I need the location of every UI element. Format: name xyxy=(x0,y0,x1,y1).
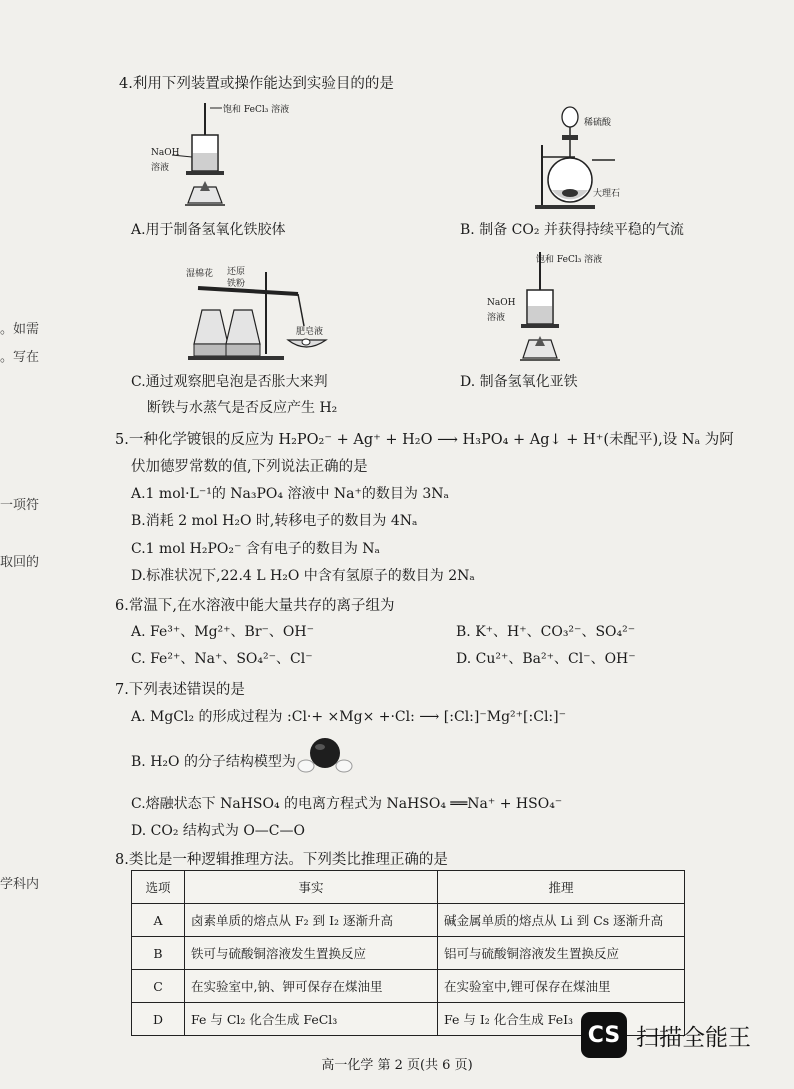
q4-option-c-line2: 断铁与水蒸气是否反应产生 H₂ xyxy=(147,400,338,416)
row-fact: Fe 与 Cl₂ 化合生成 FeCl₃ xyxy=(185,1003,438,1036)
q7-option-a: A. MgCl₂ 的形成过程为 :Cl·+ ×Mg× +·Cl: ⟶ [:Cl:]⁻Mg²⁺[:Cl:]⁻ xyxy=(131,709,566,725)
q4-option-c-line1: C.通过观察肥皂泡是否胀大来判 xyxy=(131,374,328,390)
label-marble: 大理石 xyxy=(593,189,621,199)
camscanner-watermark: 扫描全能王 xyxy=(636,1025,751,1051)
q5-stem-line2: 伏加德罗常数的值,下列说法正确的是 xyxy=(131,459,368,475)
label-naoh-d: NaOH xyxy=(487,298,516,308)
q5-option-a: A.1 mol·L⁻¹的 Na₃PO₄ 溶液中 Na⁺的数目为 3Nₐ xyxy=(131,486,449,502)
q4-stem: 4.利用下列装置或操作能达到实验目的的是 xyxy=(119,76,394,92)
edge-text: 学科内 xyxy=(0,877,40,892)
label-solution-a: 溶液 xyxy=(151,163,170,173)
row-option: C xyxy=(132,970,185,1003)
header-fact: 事实 xyxy=(185,871,438,904)
q5-option-c: C.1 mol H₂PO₂⁻ 含有电子的数目为 Nₐ xyxy=(131,541,380,557)
row-fact: 卤素单质的熔点从 F₂ 到 I₂ 逐渐升高 xyxy=(185,904,438,937)
header-inference: 推理 xyxy=(438,871,685,904)
label-dilute-sulfuric-acid: 稀硫酸 xyxy=(584,118,612,128)
edge-text: 取回的 xyxy=(0,555,40,570)
q6-option-d: D. Cu²⁺、Ba²⁺、Cl⁻、OH⁻ xyxy=(456,651,636,667)
page-footer: 高一化学 第 2 页(共 6 页) xyxy=(321,1058,473,1073)
row-fact: 在实验室中,钠、钾可保存在煤油里 xyxy=(185,970,438,1003)
q7-option-b: B. H₂O 的分子结构模型为 xyxy=(131,754,296,770)
q6-stem: 6.常温下,在水溶液中能大量共存的离子组为 xyxy=(115,598,395,614)
header-option: 选项 xyxy=(132,871,185,904)
q4-option-d: D. 制备氢氧化亚铁 xyxy=(460,374,578,390)
label-reduced-iron-1: 还原 xyxy=(227,267,246,277)
water-molecule-model xyxy=(296,734,354,776)
label-wet-cotton: 湿棉花 xyxy=(186,269,214,279)
camscanner-logo-icon: CS xyxy=(581,1012,627,1058)
row-fact: 铁可与硫酸铜溶液发生置换反应 xyxy=(185,937,438,970)
table-row xyxy=(132,904,685,937)
label-sat-fecl3-d: 饱和 FeCl₃ 溶液 xyxy=(536,255,603,265)
row-inference: 碱金属单质的熔点从 Li 到 Cs 逐渐升高 xyxy=(438,904,685,937)
q6-option-a: A. Fe³⁺、Mg²⁺、Br⁻、OH⁻ xyxy=(131,624,314,640)
row-option: D xyxy=(132,1003,185,1036)
row-option: A xyxy=(132,904,185,937)
q7-option-c: C.熔融状态下 NaHSO₄ 的电离方程式为 NaHSO₄ ══Na⁺ + HSO₄⁻ xyxy=(131,796,563,812)
q5-option-d: D.标准状况下,22.4 L H₂O 中含有氢原子的数目为 2Nₐ xyxy=(131,568,475,584)
q6-option-b: B. K⁺、H⁺、CO₃²⁻、SO₄²⁻ xyxy=(456,624,636,640)
q7-stem: 7.下列表述错误的是 xyxy=(115,682,245,698)
q5-option-b: B.消耗 2 mol H₂O 时,转移电子的数目为 4Nₐ xyxy=(131,513,418,529)
table-row xyxy=(132,937,685,970)
edge-text: 。写在 xyxy=(0,350,40,365)
q8-stem: 8.类比是一种逻辑推理方法。下列类比推理正确的是 xyxy=(115,852,448,868)
q4-option-b: B. 制备 CO₂ 并获得持续平稳的气流 xyxy=(460,222,684,238)
row-option: B xyxy=(132,937,185,970)
label-reduced-iron-2: 铁粉 xyxy=(227,279,246,289)
table-row xyxy=(132,970,685,1003)
table-header-row xyxy=(132,871,685,904)
label-sat-fecl3-a: 饱和 FeCl₃ 溶液 xyxy=(223,105,290,115)
edge-text: 一项符 xyxy=(0,498,40,513)
label-naoh-a: NaOH xyxy=(151,148,180,158)
q6-option-c: C. Fe²⁺、Na⁺、SO₄²⁻、Cl⁻ xyxy=(131,651,313,667)
q7-option-d: D. CO₂ 结构式为 O—C—O xyxy=(131,823,305,839)
label-soap-solution: 肥皂液 xyxy=(296,327,324,337)
q4-option-a: A.用于制备氢氧化铁胶体 xyxy=(131,222,286,238)
edge-text: 。如需 xyxy=(0,322,40,337)
q5-stem-line1: 5.一种化学镀银的反应为 H₂PO₂⁻ + Ag⁺ + H₂O ⟶ H₃PO₄ + Ag↓ + H⁺(未配平),设 Nₐ 为阿 xyxy=(115,432,734,448)
label-solution-d: 溶液 xyxy=(487,313,506,323)
apparatus-d-figure xyxy=(485,248,605,370)
row-inference: 铝可与硫酸铜溶液发生置换反应 xyxy=(438,937,685,970)
row-inference: 在实验室中,锂可保存在煤油里 xyxy=(438,970,685,1003)
row-inference: Fe 与 I₂ 化合生成 FeI₃ xyxy=(438,1003,685,1036)
